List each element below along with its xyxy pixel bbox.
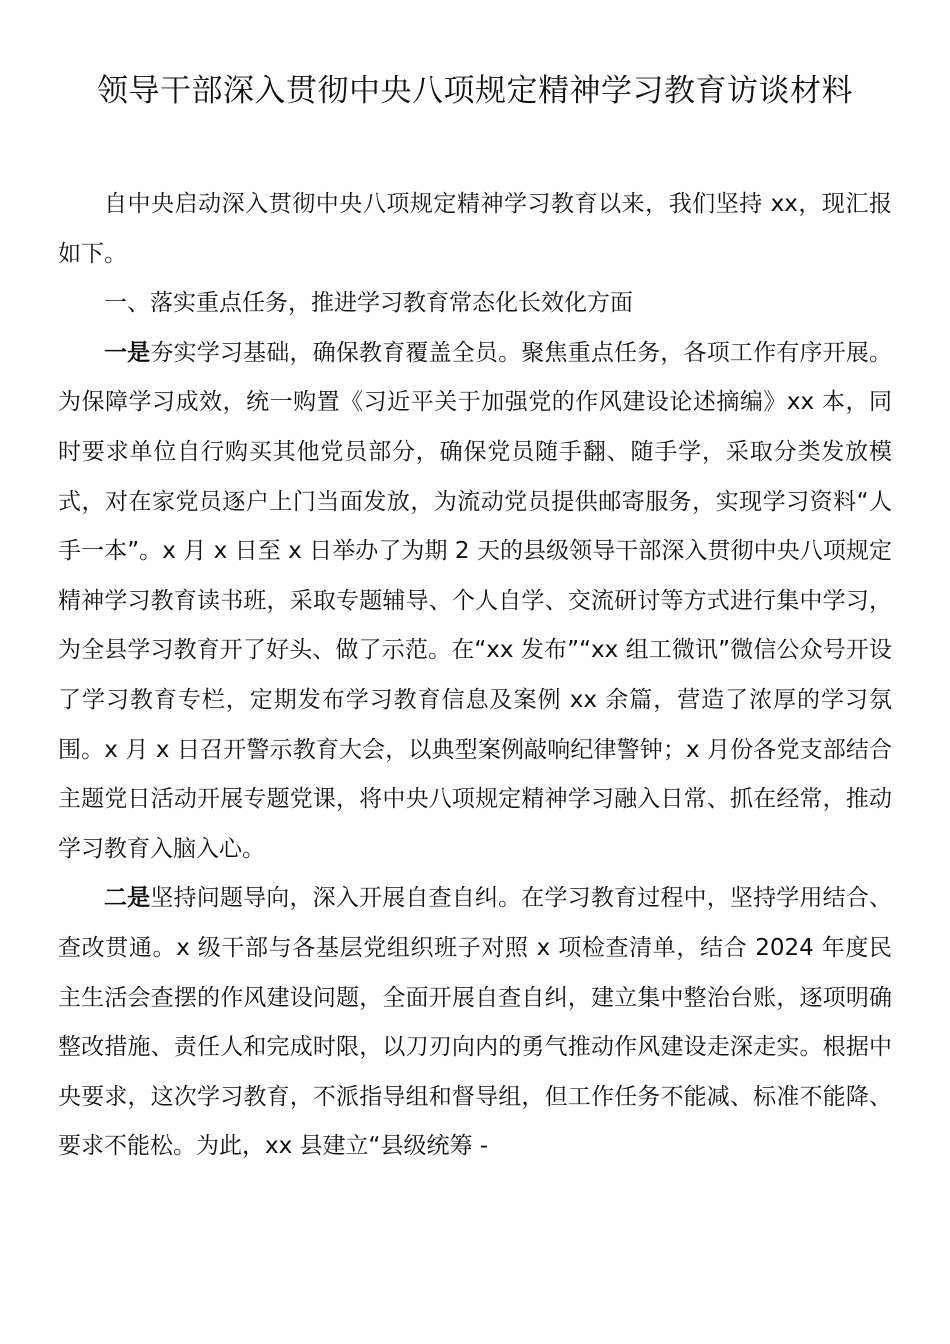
document-body — [58, 180, 892, 1172]
paragraph-text: 坚持问题导向，深入开展自查自纠。在学习教育过程中，坚持学用结合、查改贯通。x 级干部与各基层党组织班子对照 x 项检查清单，结合 2024 年度民主生活会查摆的作风建设问题，全面开展自查自纠，建立集中整治台账，逐项明确整改措施、责任人和完成时限，以刀刃向内的勇气推动作风建设走深走实。根据中央要求，这次学习教育，不派指导组和督导组，但工作任务不能减、标准不能降、要求不能松。为此，xx 县建立“县级统筹 - — [58, 885, 893, 1160]
paragraph-point-one — [58, 329, 892, 875]
section-heading — [58, 279, 892, 329]
document-title: 领导干部深入贯彻中央八项规定精神学习教育访谈材料 — [97, 73, 853, 109]
paragraph-intro — [58, 180, 892, 279]
paragraph-text: 一、落实重点任务，推进学习教育常态化长效化方面 — [104, 290, 633, 317]
paragraph-lead: 二是 — [104, 885, 151, 912]
paragraph-text: 自中央启动深入贯彻中央八项规定精神学习教育以来，我们坚持 xx，现汇报如下。 — [58, 191, 892, 267]
paragraph-point-two — [58, 874, 892, 1172]
paragraph-lead: 一是 — [104, 339, 151, 366]
paragraph-text: 夯实学习基础，确保教育覆盖全员。聚焦重点任务，各项工作有序开展。为保障学习成效，统一购置《习近平关于加强党的作风建设论述摘编》xx 本，同时要求单位自行购买其他党员部分，确保党员随手翻、随手学，采取分类发放模式，对在家党员逐户上门当面发放，为流动党员提供邮寄服务，实现学习资料“人手一本”。x 月 x 日至 x 日举办了为期 2 天的县级领导干部深入贯彻中央八项规定精神学习教育读书班，采取专题辅导、个人自学、交流研讨等方式进行集中学习，为全县学习教育开了好头、做了示范。在“xx 发布”“xx 组工微讯”微信公众号开设了学习教育专栏，定期发布学习教育信息及案例 xx 余篇，营造了浓厚的学习氛围。x 月 x 日召开警示教育大会，以典型案例敲响纪律警钟；x 月份各党支部结合主题党日活动开展专题党课，将中央八项规定精神学习融入日常、抓在经常，推动学习教育入脑入心。 — [58, 339, 893, 862]
